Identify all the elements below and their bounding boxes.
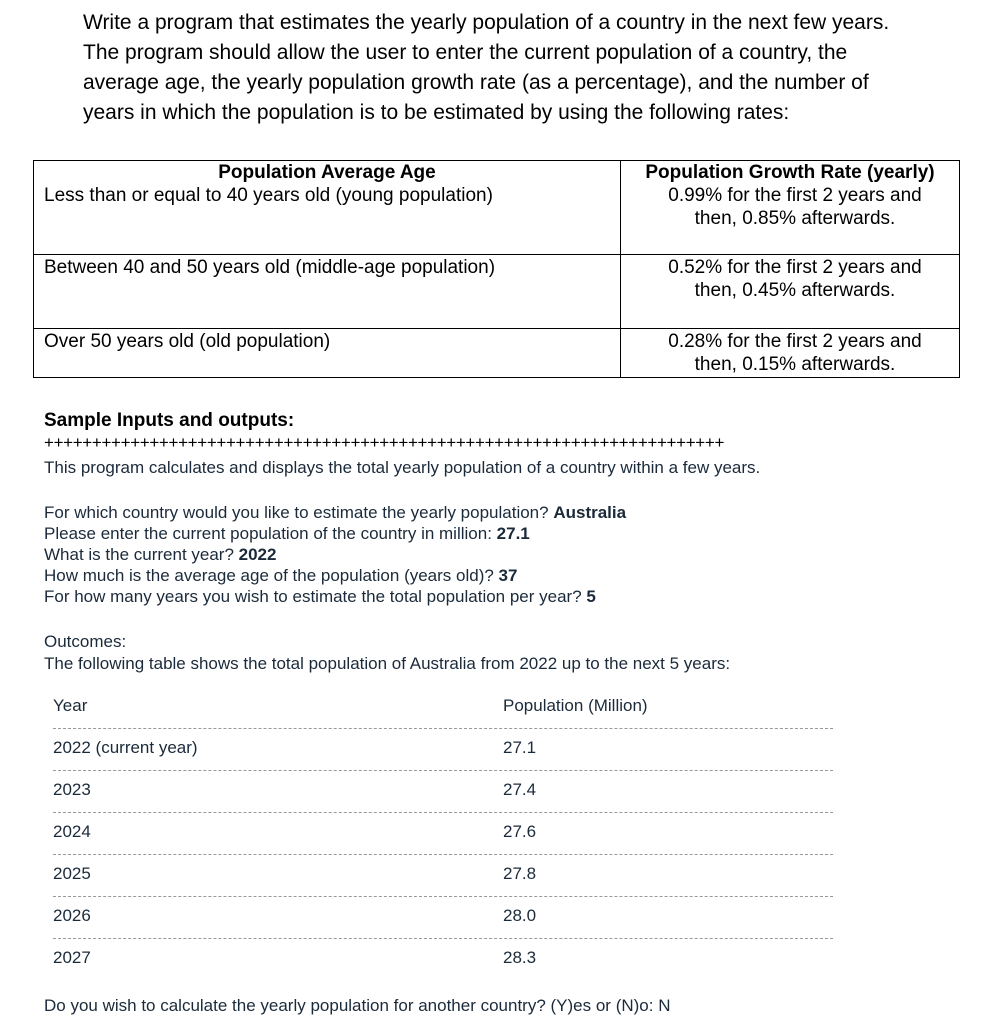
table-row: [34, 329, 960, 378]
divider: [53, 938, 833, 939]
prompt-question: Please enter the current population of the country in million:: [44, 524, 497, 543]
year-cell: 2025: [53, 864, 91, 883]
prompt-answer: 5: [586, 587, 596, 606]
rate-line: 0.28% for the first 2 years and: [668, 331, 922, 352]
prompt-answer: 37: [498, 566, 518, 585]
prompt-question: How much is the average age of the population (years old)?: [44, 566, 499, 585]
year-cell: 2022 (current year): [53, 738, 198, 757]
program-description: This program calculates and displays the total yearly population of a country within a few years.: [44, 458, 761, 477]
prompt-line: [44, 586, 626, 607]
intro-line: The program should allow the user to enter the current population of a country, the: [83, 41, 848, 64]
prompt-line: [44, 502, 626, 523]
population-table: [53, 692, 833, 986]
table-row: [34, 184, 960, 255]
input-prompts: [44, 502, 626, 607]
rate-cell: [621, 255, 960, 329]
header-growth-rate: Population Growth Rate (yearly): [621, 161, 960, 185]
outcomes-description: The following table shows the total population of Australia from 2022 up to the next 5 years:: [44, 654, 731, 673]
divider: [53, 728, 833, 729]
prompt-answer: 27.1: [496, 524, 530, 543]
outcomes-label: Outcomes:: [44, 632, 127, 651]
prompt-answer: 2022: [238, 545, 277, 564]
divider: [53, 854, 833, 855]
divider: [53, 812, 833, 813]
rate-cell: [621, 184, 960, 255]
growth-rates-table: [33, 160, 960, 378]
prompt-line: [44, 523, 626, 544]
header-year: Year: [53, 696, 88, 715]
year-cell: 2024: [53, 822, 91, 841]
intro-line: Write a program that estimates the yearly population of a country in the next few years.: [83, 11, 890, 34]
intro-line: years in which the population is to be estimated by using the following rates:: [83, 101, 790, 124]
rate-line: then, 0.45% afterwards.: [694, 280, 896, 301]
rate-line: then, 0.85% afterwards.: [694, 208, 896, 229]
table-row: [34, 255, 960, 329]
table-row: [53, 944, 833, 986]
population-cell: 27.1: [503, 738, 537, 757]
year-cell: 2026: [53, 906, 91, 925]
intro-line: average age, the yearly population growth rate (as a percentage), and the number of: [83, 71, 869, 94]
age-cell: Over 50 years old (old population): [34, 329, 621, 378]
final-prompt: Do you wish to calculate the yearly population for another country? (Y)es or (N)o: N: [44, 996, 671, 1015]
prompt-answer: Australia: [553, 503, 627, 522]
table-row: [53, 734, 833, 776]
population-cell: 27.8: [503, 864, 537, 883]
population-cell: 27.6: [503, 822, 537, 841]
year-cell: 2023: [53, 780, 91, 799]
rate-line: 0.52% for the first 2 years and: [668, 257, 922, 278]
header-population: Population (Million): [503, 696, 648, 715]
divider: [53, 896, 833, 897]
table-row: [53, 860, 833, 902]
rate-line: 0.99% for the first 2 years and: [668, 185, 922, 206]
population-cell: 27.4: [503, 780, 537, 799]
prompt-line: [44, 565, 626, 586]
population-cell: 28.0: [503, 906, 537, 925]
year-cell: 2027: [53, 948, 91, 967]
table-row: [53, 776, 833, 818]
table-row: [53, 902, 833, 944]
age-cell: Between 40 and 50 years old (middle-age population): [34, 255, 621, 329]
prompt-question: For how many years you wish to estimate the total population per year?: [44, 587, 587, 606]
prompt-question: For which country would you like to estimate the yearly population?: [44, 503, 554, 522]
table-row: [53, 818, 833, 860]
prompt-line: [44, 544, 626, 565]
table-header-row: [53, 692, 833, 734]
prompt-question: What is the current year?: [44, 545, 239, 564]
problem-statement: [83, 8, 963, 128]
age-cell: Less than or equal to 40 years old (young population): [34, 184, 621, 255]
sample-heading: Sample Inputs and outputs:: [44, 410, 295, 431]
rate-cell: [621, 329, 960, 378]
population-cell: 28.3: [503, 948, 537, 967]
rate-line: then, 0.15% afterwards.: [694, 354, 896, 375]
header-average-age: Population Average Age: [34, 161, 621, 185]
divider: [53, 770, 833, 771]
separator-line: +++++++++++++++++++++++++++++++++++++++++++++++++++++++++++++++++++++++: [44, 433, 725, 452]
